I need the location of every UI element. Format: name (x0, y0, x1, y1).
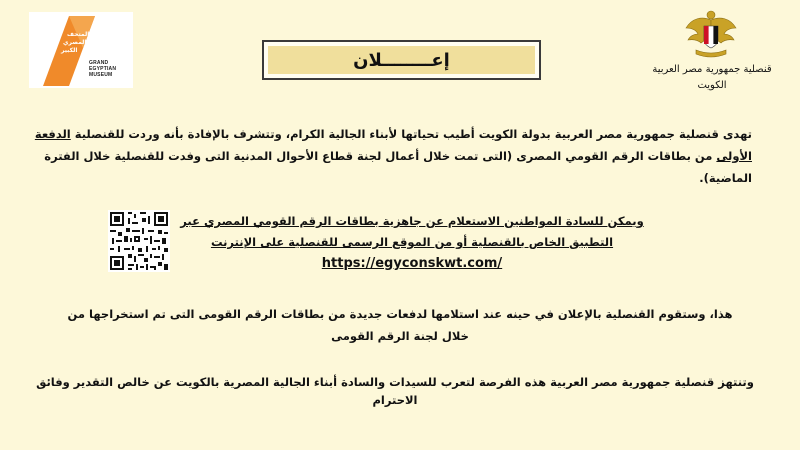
paragraph-future-batches: هذا، وستقوم القنصلية بالإعلان في حينه عند استلامها لدفعات جديدة من بطاقات الرقم القومى التى تم استخراجها من خلال لجنة الرقم القومى (67, 307, 733, 343)
inquiry-line-2: التطبيق الخاص بالقنصلية أو من الموقع الرسمى للقنصلية على الإنترنت (210, 235, 614, 249)
consulate-line-2: الكويت (697, 80, 727, 91)
paragraph-greeting: تهدى قنصلية جمهورية مصر العربية بدولة الكويت أطيب تحياتها لأبناء الجالية الكرام، وتتشرف بالإفادة بأنه وردت للقنصلية الدفعة الأولى من بطاقات الرقم القومي المصرى (التى تمت خلال أعمال لجنة قطاع الأحوال المدنية التى وفدت للقنصلية خلال الفترة الماضية). (34, 127, 752, 185)
consulate-name (640, 62, 784, 94)
announcement-title-box (262, 40, 541, 80)
paragraph-closing: وتنتهز قنصلية جمهورية مصر العربية هذه الفرصة لتعرب للسيدات والسادة أبناء الجالية المصرية بالكويت عن خالص التقدير وفائق الاحترام (36, 375, 754, 407)
paragraph-inquiry (132, 211, 692, 274)
svg-text:الكبير: الكبير (61, 47, 78, 54)
consulate-website-link[interactable]: https://egyconskwt.com/ (321, 256, 503, 271)
consulate-line-1: قنصلية جمهورية مصر العربية (652, 64, 772, 75)
first-batch-highlight: الدفعة الأولى (34, 127, 752, 163)
svg-text:المتحف: المتحف (67, 31, 90, 38)
eagle-emblem-icon (684, 6, 738, 62)
inquiry-line-1: ويمكن للسادة المواطنين الاستعلام عن جاهزية بطاقات الرقم القومي المصري عبر (180, 214, 644, 228)
announcement-title: إعــــــــلان (268, 46, 535, 74)
svg-text:المصري: المصري (63, 39, 87, 46)
grand-egyptian-museum-logo (29, 12, 133, 88)
gem-logo-wordmark: GRAND EGYPTIAN MUSEUM (89, 60, 117, 78)
